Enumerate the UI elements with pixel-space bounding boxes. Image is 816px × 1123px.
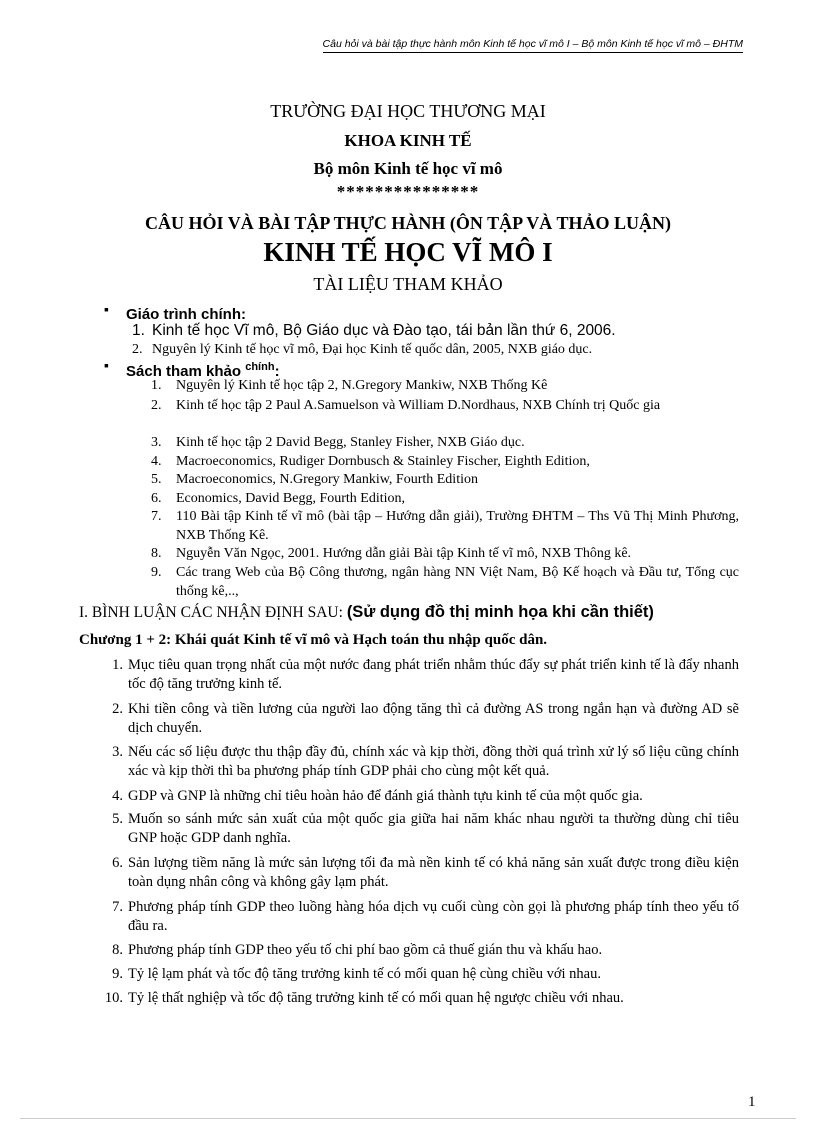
item-text: Tỷ lệ thất nghiệp và tốc độ tăng trưởng kinh tế có mối quan hệ ngược chiều với nhau. — [128, 990, 624, 1006]
list-item — [151, 433, 739, 452]
item-text: Tỷ lệ lạm phát và tốc độ tăng trưởng kinh tế có mối quan hệ cùng chiều với nhau. — [128, 966, 601, 982]
item-text: Phương pháp tính GDP theo yếu tố chi phí bao gồm cả thuế gián thu và khấu hao. — [128, 942, 603, 958]
item-number: 9. — [151, 565, 162, 580]
item-text: Macroeconomics, N.Gregory Mankiw, Fourth Edition — [176, 472, 478, 487]
item-text: Nguyễn Văn Ngọc, 2001. Hướng dẫn giải Bài tập Kinh tế vĩ mô, NXB Thông kê. — [176, 546, 632, 561]
item-text: Khi tiền công và tiền lương của người lao động tăng thì cả đường AS trong ngắn hạn và đường AD sẽ dịch chuyển. — [128, 701, 739, 736]
item-number: 3. — [112, 744, 123, 760]
item-text: Nếu các số liệu được thu thập đầy đủ, chính xác và kịp thời, đồng thời quá trình xử lý số liệu cũng chính xác và kịp thời thì ba phương pháp tính GDP phải cho cùng một kết quả. — [128, 744, 739, 779]
list-item — [103, 854, 739, 892]
item-number: 6. — [112, 855, 123, 871]
stars-divider: *************** — [336, 182, 480, 201]
list-item — [151, 563, 739, 601]
item-text: 110 Bài tập Kinh tế vĩ mô (bài tập – Hướng dẫn giải), Trường ĐHTM – Ths Vũ Thị Minh Phương, NXB Thống Kê. — [176, 509, 739, 543]
references-heading: TÀI LIỆU THAM KHẢO — [313, 274, 503, 294]
item-number: 10. — [104, 990, 123, 1006]
list-item — [151, 470, 739, 489]
item-number: 2. — [112, 701, 123, 717]
item-number: 1. — [132, 322, 145, 339]
list-item — [103, 700, 739, 738]
list-item — [151, 376, 739, 395]
reference-heading-text: Sách tham khảo — [126, 363, 242, 380]
item-number: 7. — [151, 509, 162, 524]
faculty-name: KHOA KINH TẾ — [344, 131, 472, 150]
reference-heading-colon: : — [274, 363, 280, 380]
item-number: 6. — [151, 491, 162, 506]
item-text: Nguyên lý Kinh tế học vĩ mô, Đại học Kinh tế quốc dân, 2005, NXB giáo dục. — [152, 342, 593, 357]
bullet-icon: ▪ — [104, 359, 109, 374]
list-item — [103, 941, 739, 960]
item-number: 4. — [151, 454, 162, 469]
item-number: 5. — [112, 811, 123, 827]
item-number: 4. — [112, 788, 123, 804]
list-item — [151, 544, 739, 563]
item-text: Nguyên lý Kinh tế học tập 2, N.Gregory Mankiw, NXB Thống Kê — [176, 378, 548, 393]
item-number: 9. — [112, 966, 123, 982]
item-text: Kinh tế học tập 2 Paul A.Samuelson và William D.Nordhaus, NXB Chính trị Quốc gia — [176, 398, 661, 413]
item-text: Kinh tế học Vĩ mô, Bộ Giáo dục và Đào tạo, tái bản lần thứ 6, 2006. — [152, 322, 616, 339]
list-item — [132, 342, 592, 358]
university-name: TRƯỜNG ĐẠI HỌC THƯƠNG MẠI — [270, 101, 546, 121]
list-item — [103, 656, 739, 694]
item-text: Macroeconomics, Rudiger Dornbusch & Stainley Fischer, Eighth Edition, — [176, 454, 590, 469]
list-item — [103, 810, 739, 848]
reference-heading-sup: chính — [245, 361, 275, 373]
item-text: Economics, David Begg, Fourth Edition, — [176, 491, 406, 506]
item-text: GDP và GNP là những chỉ tiêu hoàn hảo để đánh giá thành tựu kinh tế của một quốc gia. — [128, 788, 643, 804]
item-number: 3. — [151, 435, 162, 450]
section-label: I. BÌNH LUẬN CÁC NHẬN ĐỊNH SAU: — [79, 604, 343, 621]
list-item — [103, 898, 739, 936]
list-item — [103, 787, 739, 806]
item-text: Sản lượng tiềm năng là mức sản lượng tối đa mà nền kinh tế có khả năng sản xuất được trong điều kiện toàn dụng nhân công và không gây lạm phát. — [128, 855, 739, 890]
textbook-heading: Giáo trình chính: — [126, 306, 246, 323]
item-number: 2. — [132, 342, 143, 357]
course-title: KINH TẾ HỌC VĨ MÔ I — [263, 237, 553, 267]
chapter-heading: Chương 1 + 2: Khái quát Kinh tế vĩ mô và Hạch toán thu nhập quốc dân. — [79, 632, 548, 648]
item-text: Mục tiêu quan trọng nhất của một nước đang phát triển nhằm thúc đẩy sự phát triển kinh tế là đẩy nhanh tốc độ tăng trưởng kinh tế. — [128, 657, 739, 692]
list-item — [132, 322, 616, 340]
item-number: 2. — [151, 398, 162, 413]
item-number: 7. — [112, 899, 123, 915]
footer-divider — [20, 1118, 796, 1119]
document-title: CÂU HỎI VÀ BÀI TẬP THỰC HÀNH (ÔN TẬP VÀ THẢO LUẬN) — [145, 213, 671, 233]
list-item — [151, 489, 739, 508]
item-text: Phương pháp tính GDP theo luồng hàng hóa dịch vụ cuối cùng còn gọi là phương pháp tính theo yếu tố đầu ra. — [128, 899, 739, 934]
item-number: 5. — [151, 472, 162, 487]
list-item — [151, 396, 739, 415]
page-number: 1 — [748, 1094, 756, 1110]
item-number: 8. — [151, 546, 162, 561]
list-item — [151, 507, 739, 545]
list-item — [103, 965, 739, 984]
item-number: 8. — [112, 942, 123, 958]
section-note: (Sử dụng đồ thị minh họa khi cần thiết) — [346, 603, 654, 621]
list-item — [103, 743, 739, 781]
item-text: Kinh tế học tập 2 David Begg, Stanley Fisher, NXB Giáo dục. — [176, 435, 525, 450]
item-text: Muốn so sánh mức sản xuất của một quốc gia giữa hai năm khác nhau người ta thường dùng chỉ tiêu GNP hoặc GDP danh nghĩa. — [128, 811, 739, 846]
bullet-icon: ▪ — [104, 303, 109, 318]
item-text: Các trang Web của Bộ Công thương, ngân hàng NN Việt Nam, Bộ Kế hoạch và Đầu tư, Tổng cục thống kê,.., — [176, 565, 739, 599]
item-number: 1. — [112, 657, 123, 673]
section-heading — [79, 603, 654, 622]
list-item — [151, 452, 739, 471]
item-number: 1. — [151, 378, 162, 393]
page-header: Câu hỏi và bài tập thực hành môn Kinh tế học vĩ mô I – Bộ môn Kinh tế học vĩ mô – ĐHTM — [323, 38, 743, 53]
department-name: Bộ môn Kinh tế học vĩ mô — [313, 159, 503, 178]
list-item — [103, 989, 739, 1008]
